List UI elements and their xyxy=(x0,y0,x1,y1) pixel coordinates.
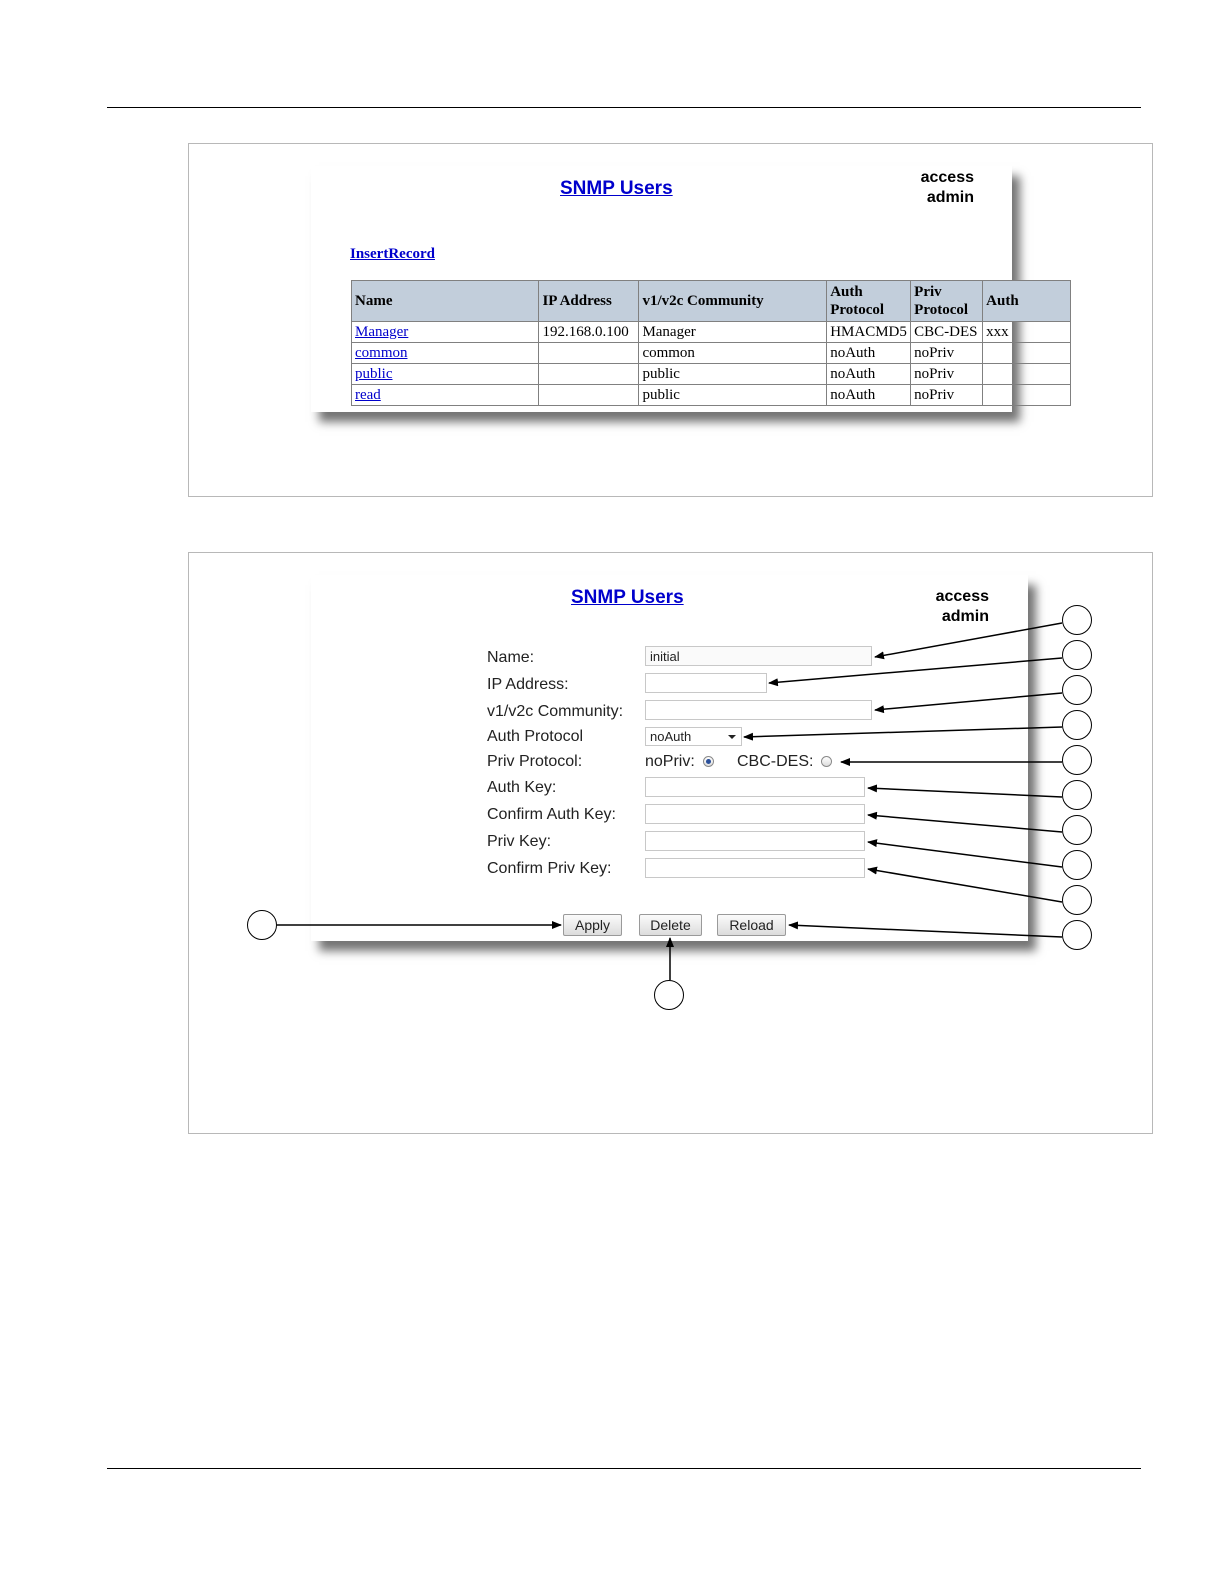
access-value: admin xyxy=(926,189,974,206)
snmp-users-table xyxy=(351,280,1071,406)
priv-key-label: Priv Key: xyxy=(487,833,552,850)
page-title[interactable]: SNMP Users xyxy=(560,178,673,199)
cell-key xyxy=(983,343,1071,364)
figure-snmp-user-form xyxy=(188,552,1153,1134)
callout-circle xyxy=(1062,850,1092,880)
cell-priv: CBC-DES xyxy=(911,322,983,343)
access-label: access xyxy=(920,169,974,186)
cell-auth: noAuth xyxy=(827,343,911,364)
table-row xyxy=(352,364,1071,385)
cell-priv: noPriv xyxy=(911,385,983,406)
cell-community: common xyxy=(639,343,827,364)
table-row xyxy=(352,322,1071,343)
column-header-priv-protocol: Priv Protocol xyxy=(911,281,983,322)
arrow-community xyxy=(875,693,1062,710)
user-link-common[interactable]: common xyxy=(355,344,408,361)
apply-button[interactable]: Apply xyxy=(563,914,622,936)
form-title[interactable]: SNMP Users xyxy=(571,587,684,608)
form-access-value: admin xyxy=(941,608,989,625)
confirm-auth-key-label: Confirm Auth Key: xyxy=(487,806,616,823)
table-header-row xyxy=(352,281,1071,322)
cell-ip xyxy=(539,385,639,406)
column-header-auth-protocol: Auth Protocol xyxy=(827,281,911,322)
user-link-manager[interactable]: Manager xyxy=(355,323,409,340)
callout-circle xyxy=(1062,780,1092,810)
nopriv-option-label: noPriv: xyxy=(645,753,695,770)
form-access-label: access xyxy=(935,588,989,605)
cell-auth: noAuth xyxy=(827,364,911,385)
table-viewport xyxy=(351,280,1019,412)
callout-circle xyxy=(654,980,684,1010)
cell-priv: noPriv xyxy=(911,364,983,385)
table-row xyxy=(352,343,1071,364)
callout-circle xyxy=(1062,605,1092,635)
ip-address-label: IP Address: xyxy=(487,676,569,693)
cell-name xyxy=(352,385,539,406)
cell-community: Manager xyxy=(639,322,827,343)
callout-circle xyxy=(1062,885,1092,915)
cell-key xyxy=(983,385,1071,406)
column-header-name: Name xyxy=(352,281,539,322)
delete-button[interactable]: Delete xyxy=(639,914,702,936)
auth-key-label: Auth Key: xyxy=(487,779,557,796)
access-level xyxy=(896,168,974,208)
arrow-confirm-priv-key xyxy=(868,869,1062,902)
cell-name xyxy=(352,364,539,385)
column-header-auth-key: Auth xyxy=(983,281,1071,322)
cell-ip: 192.168.0.100 xyxy=(539,322,639,343)
callout-circle xyxy=(247,910,277,940)
user-link-public[interactable]: public xyxy=(355,365,393,382)
cell-ip xyxy=(539,343,639,364)
arrow-confirm-auth-key xyxy=(868,815,1062,832)
cell-auth: noAuth xyxy=(827,385,911,406)
table-screenshot-panel xyxy=(311,166,1019,412)
cell-name xyxy=(352,322,539,343)
cell-key xyxy=(983,364,1071,385)
cell-auth: HMACMD5 xyxy=(827,322,911,343)
arrow-auth-protocol xyxy=(744,727,1062,737)
column-header-ip: IP Address xyxy=(539,281,639,322)
cell-ip xyxy=(539,364,639,385)
confirm-priv-key-label: Confirm Priv Key: xyxy=(487,860,612,877)
arrow-name xyxy=(875,623,1062,657)
insert-record-link[interactable]: InsertRecord xyxy=(350,246,435,262)
arrow-priv-key xyxy=(868,842,1062,867)
user-link-read[interactable]: read xyxy=(355,386,381,403)
arrow-reload xyxy=(789,925,1062,937)
figure-snmp-users-table xyxy=(188,143,1153,497)
community-label: v1/v2c Community: xyxy=(487,703,624,720)
cell-priv: noPriv xyxy=(911,343,983,364)
callout-circle xyxy=(1062,640,1092,670)
table-row xyxy=(352,385,1071,406)
auth-protocol-value: noAuth xyxy=(650,729,692,744)
auth-protocol-label: Auth Protocol xyxy=(487,728,584,745)
callout-circle xyxy=(1062,675,1092,705)
cell-key: xxx xyxy=(983,322,1071,343)
callout-circle xyxy=(1062,815,1092,845)
cell-community: public xyxy=(639,385,827,406)
reload-button[interactable]: Reload xyxy=(717,914,786,936)
callout-circle xyxy=(1062,745,1092,775)
cell-name xyxy=(352,343,539,364)
cbcdes-option-label: CBC-DES: xyxy=(737,753,814,770)
column-header-community: v1/v2c Community xyxy=(639,281,827,322)
footer-rule xyxy=(107,1468,1141,1469)
cell-community: public xyxy=(639,364,827,385)
header-rule xyxy=(107,107,1141,108)
arrow-auth-key xyxy=(868,788,1062,797)
arrow-ip-address xyxy=(769,658,1062,683)
priv-protocol-label: Priv Protocol: xyxy=(487,753,583,770)
callout-circle xyxy=(1062,710,1092,740)
name-label: Name: xyxy=(487,649,535,666)
callout-circle xyxy=(1062,920,1092,950)
callout-arrows xyxy=(189,553,1152,1133)
